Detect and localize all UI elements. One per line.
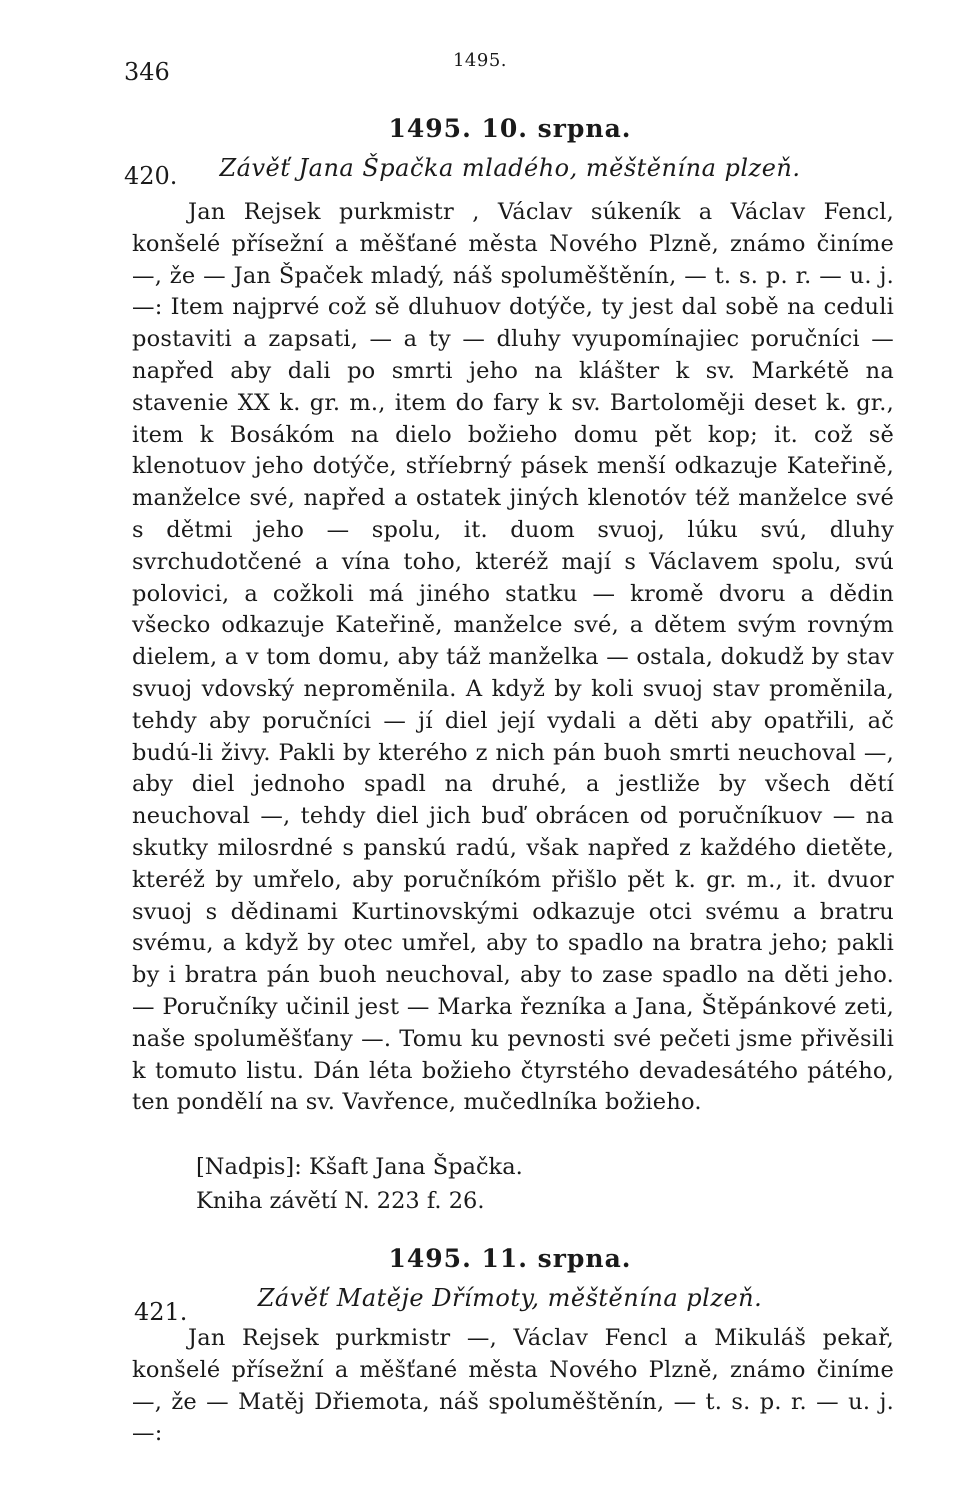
entry-note-source: Kniha závětí N. 223 f. 26. (196, 1188, 485, 1214)
entry-summary: Závěť Jana Špačka mladého, měštěnína plzeň. (219, 154, 801, 182)
entry-body-text: Jan Rejsek purkmistr , Václav súkeník a Václav Fencl, konšelé přísežní a měšťané města Nového Plzně, známo činíme —, že — Jan Špaček mladý, náš spoluměštěnín, — t. s. p. r. — u. j. —: Item najprvé což sě dluhuov dotýče, ty jest dal sobě na ceduli postaviti a zapsati, — a ty — dluhy vyupomínajiec poručníci — napřed aby dali po smrti jeho na klášter k sv. Markétě na stavenie XX k. gr. m., item do fary k sv. Bartoloměji deset k. gr., item k Bosákóm na dielo božieho domu pět kop; it. což sě klenotuov jeho dotýče, stříebrný pásek menší odkazuje Kateřině, manželce své, napřed a ostatek jiných klenotóv též manželce své s dětmi jeho — spolu, it. duom svuoj, lúku svú, dluhy svrchudotčené a vína toho, kteréž mají s Václavem spolu, svú polovici, a cožkoli má jiného statku — kromě dvoru a dědin všecko odkazuje Kateřině, manželce své, a dětem svým rovným dielem, a v tom domu, aby táž manželka — ostala, dokudž by stav svuoj vdovský neproměnila. A když by koli svuoj stav proměnila, tehdy aby poručníci — jí diel její vydali a děti aby opatřili, ač budú-li živy. Pakli by kterého z nich pán buoh smrti neuchoval —, aby diel jednoho spadl na druhé, a jestliže by všech dětí neuchoval —, tehdy diel jich buď obrácen od poručníkuov — na skutky milosrdné s panskú radú, však napřed z každého dietěte, kteréž by umřelo, aby poručníkóm přišlo pět k. gr. m., it. dvuor svuoj s dědinami Kurtinovskými odkazuje otci svému a bratru svému, a když by otec umřel, aby to spadlo na bratra jeho; pakli by i bratra pán buoh neuchoval, aby to zase spadlo na děti jeho. — Poručníky učinil jest — Marka řezníka a Jana, Štěpánkové zeti, naše spoluměšťany —. Tomu ku pevnosti své pečeti jsme přivěsili k tomuto listu. Dán léta božieho čtyrstého devadesátého pátého, ten pondělí na sv. Vavřence, mučedlníka božieho. (132, 199, 894, 1116)
entry-number: 420. (124, 162, 178, 190)
entry-note-heading: [Nadpis]: Kšaft Jana Špačka. (196, 1154, 523, 1180)
entry-number: 421. (134, 1298, 188, 1326)
entry-summary: Závěť Matěje Dřímoty, měštěnína plzeň. (257, 1284, 763, 1312)
entry-date-heading: 1495. 10. srpna. (388, 114, 632, 143)
running-head: 1495. (452, 50, 508, 71)
entry-date-heading: 1495. 11. srpna. (388, 1244, 632, 1273)
entry-body-text: Jan Rejsek purkmistr —, Václav Fencl a Mikuláš pekař, konšelé přísežní a měšťané města Nového Plzně, známo činíme —, že — Matěj Dřiemota, náš spoluměštěnín, — t. s. p. r. — u. j. —: (132, 1325, 894, 1447)
page-number: 346 (124, 58, 170, 86)
